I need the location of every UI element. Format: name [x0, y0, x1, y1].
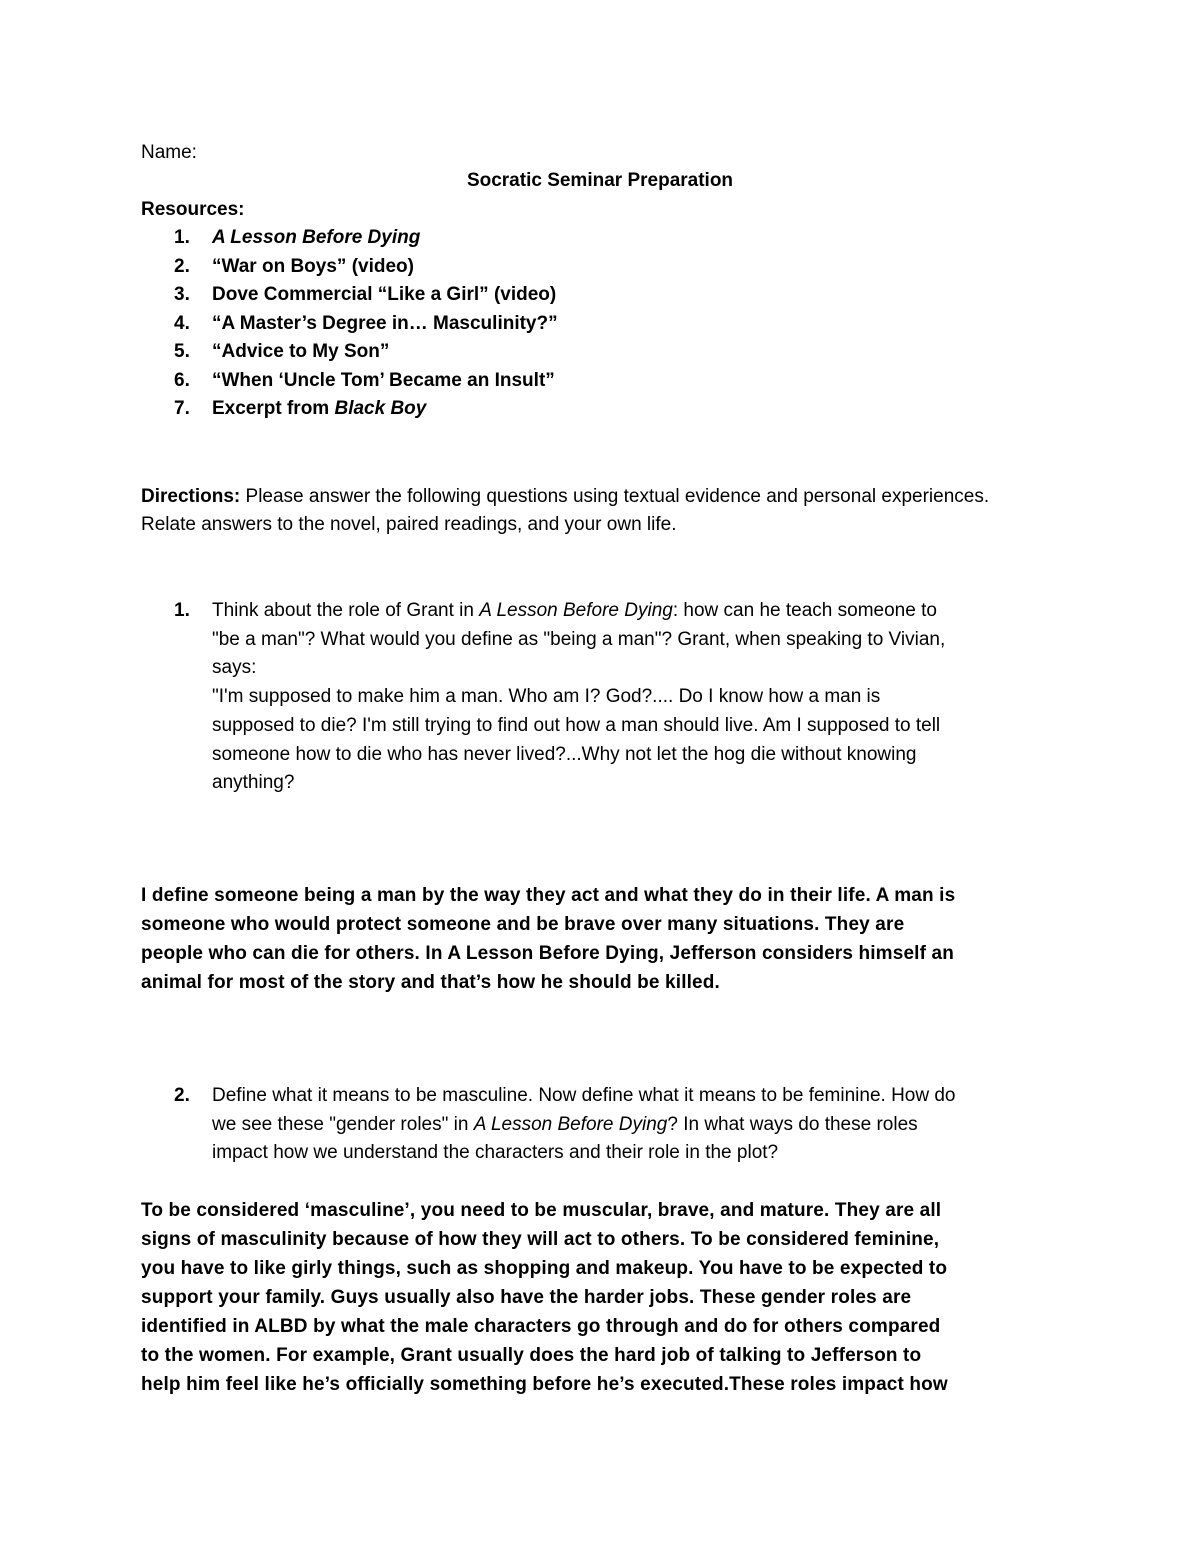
- answer-line: signs of masculinity because of how they will act to others. To be considered feminine,: [141, 1229, 940, 1250]
- question-text: [212, 597, 1072, 798]
- answer-line: identified in ALBD by what the male characters go through and do for others compared: [141, 1316, 941, 1337]
- answer-2: [141, 1196, 1071, 1399]
- resource-title: “War on Boys” (video): [212, 255, 414, 277]
- resource-item: [174, 398, 426, 420]
- resource-item: [174, 256, 414, 278]
- answer-line: someone who would protect someone and be brave over many situations. They are: [141, 914, 905, 935]
- resource-item: [174, 341, 389, 363]
- answer-line: support your family. Guys usually also have the harder jobs. These gender roles are: [141, 1287, 912, 1308]
- question-line: anything?: [212, 772, 295, 794]
- answer-line: animal for most of the story and that’s how he should be killed.: [141, 972, 720, 993]
- resource-number: 4.: [174, 312, 190, 334]
- answer-line: you have to like girly things, such as shopping and makeup. You have to be expected to: [141, 1258, 948, 1279]
- question-line: we see these "gender roles" in A Lesson Before Dying? In what ways do these roles: [212, 1113, 918, 1135]
- resource-number: 3.: [174, 284, 190, 305]
- resource-number: 7.: [174, 398, 190, 419]
- question-line: impact how we understand the characters and their role in the plot?: [212, 1142, 779, 1164]
- resource-item: [174, 227, 420, 249]
- page-title: Socratic Seminar Preparation: [466, 170, 734, 191]
- question-line: supposed to die? I'm still trying to find out how a man should live. Am I supposed to tell: [212, 714, 941, 736]
- resources-heading: Resources:: [141, 199, 245, 220]
- question-line: says:: [212, 657, 257, 679]
- resource-item: [174, 370, 555, 392]
- question-line: Think about the role of Grant in A Lesson Before Dying: how can he teach someone to: [212, 600, 937, 621]
- resource-title: Dove Commercial “Like a Girl” (video): [212, 284, 557, 305]
- answer-line: I define someone being a man by the way they act and what they do in their life. A man is: [141, 885, 956, 906]
- resource-number: 6.: [174, 369, 190, 391]
- question-text: [212, 1082, 1072, 1168]
- question-line: Define what it means to be masculine. Now define what it means to be feminine. How do: [212, 1085, 956, 1106]
- resource-title: A Lesson Before Dying: [212, 227, 421, 248]
- directions-text: Please answer the following questions using textual evidence and personal experiences. Relate answers to the novel, paired readings, and your own life.: [141, 486, 990, 535]
- answer-line: help him feel like he’s officially something before he’s executed.These roles impact how: [141, 1374, 948, 1395]
- question-number: 2.: [174, 1085, 190, 1106]
- resource-title: “A Master’s Degree in… Masculinity?”: [212, 312, 558, 334]
- resource-title: “When ‘Uncle Tom’ Became an Insult”: [212, 369, 555, 391]
- resource-number: 2.: [174, 255, 190, 277]
- resource-item: [174, 284, 556, 306]
- answer-1: [141, 881, 1071, 997]
- question-line: someone how to die who has never lived?...Why not let the hog die without knowing: [212, 743, 917, 765]
- resource-number: 1.: [174, 227, 190, 248]
- question-line: "be a man"? What would you define as "being a man"? Grant, when speaking to Vivian,: [212, 628, 946, 650]
- name-label: Name:: [141, 142, 197, 163]
- resource-number: 5.: [174, 341, 190, 362]
- question-line: "I'm supposed to make him a man. Who am I? God?.... Do I know how a man is: [212, 686, 881, 708]
- directions-label: Directions:: [141, 486, 241, 507]
- resource-item: [174, 313, 558, 335]
- resource-title: Excerpt from: [212, 398, 335, 419]
- resource-title: Black Boy: [334, 398, 427, 419]
- directions: [141, 483, 1021, 539]
- answer-line: to the women. For example, Grant usually does the hard job of talking to Jefferson to: [141, 1345, 922, 1366]
- resource-title: “Advice to My Son”: [212, 341, 390, 362]
- answer-line: people who can die for others. In A Lesson Before Dying, Jefferson considers himself an: [141, 943, 954, 964]
- question-number: 1.: [174, 600, 190, 621]
- answer-line: To be considered ‘masculine’, you need to be muscular, brave, and mature. They are all: [141, 1200, 942, 1221]
